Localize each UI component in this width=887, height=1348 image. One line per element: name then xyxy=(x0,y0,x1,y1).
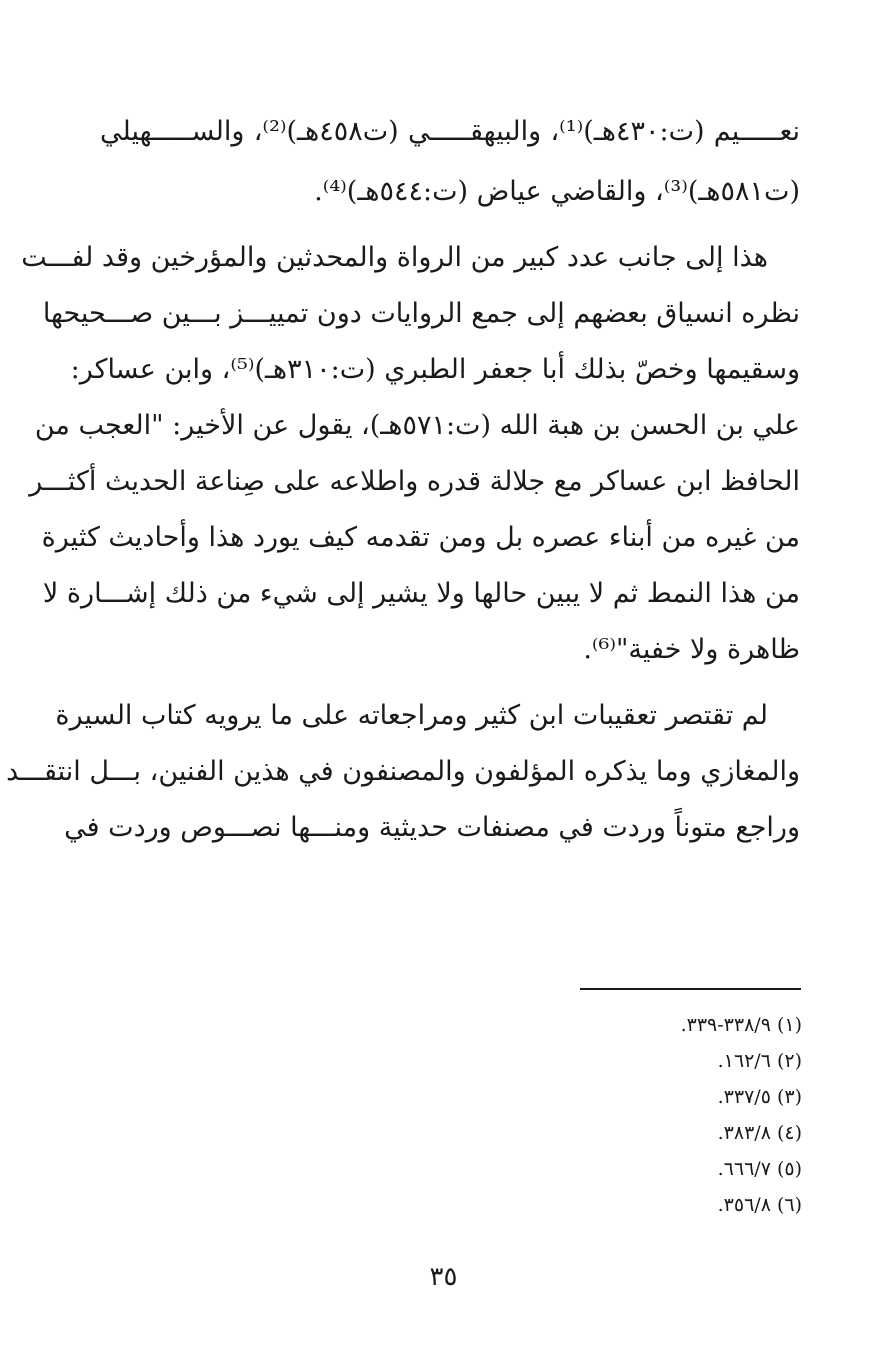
text-line-10: ظاهرة ولا خفية"⁽⁶⁾. xyxy=(583,634,800,665)
text-line-12: والمغازي وما يذكره المؤلفون والمصنفون في هذين الفنين، بـــل انتقـــد xyxy=(6,756,800,787)
text-line-8: من غيره من أبناء عصره بل ومن تقدمه كيف يورد هذا وأحاديث كثيرة xyxy=(41,522,800,553)
text-line-6: علي بن الحسن بن هبة الله (ت:٥٧١هـ)، يقول عن الأخير: "العجب من xyxy=(34,410,800,441)
footnote-separator xyxy=(580,988,801,990)
text-line-5: وسقيمها وخصّ بذلك أبا جعفر الطبري (ت:٣١٠هـ)⁽⁵⁾، وابن عساكر: xyxy=(70,354,800,385)
footnote-4: (٤) ٣٨٣/٨. xyxy=(717,1122,802,1144)
footnote-1: (١) ٣٣٨/٩-٣٣٩. xyxy=(680,1014,802,1036)
footnote-2: (٢) ١٦٢/٦. xyxy=(717,1050,802,1072)
footnote-5: (٥) ٦٦٦/٧. xyxy=(717,1158,802,1180)
text-line-9: من هذا النمط ثم لا يبين حالها ولا يشير إلى شيء من ذلك إشـــارة لا xyxy=(42,578,800,609)
page-number: ٣٥ xyxy=(429,1262,458,1292)
text-line-3: هذا إلى جانب عدد كبير من الرواة والمحدثين والمؤرخين وقد لفـــت xyxy=(21,242,768,273)
text-line-1: نعـــــيم (ت:٤٣٠هـ)⁽¹⁾، والبيهقـــــي (ت٤٥٨هـ)⁽²⁾، والســـــهيلي xyxy=(100,116,800,147)
text-line-2: (ت٥٨١هـ)⁽³⁾، والقاضي عياض (ت:٥٤٤هـ)⁽⁴⁾. xyxy=(314,176,800,207)
text-line-7: الحافظ ابن عساكر مع جلالة قدره واطلاعه على صِناعة الحديث أكثـــر xyxy=(29,466,800,497)
text-line-11: لم تقتصر تعقيبات ابن كثير ومراجعاته على ما يرويه كتاب السيرة xyxy=(55,700,768,731)
footnote-3: (٣) ٣٣٧/٥. xyxy=(717,1086,802,1108)
text-line-13: وراجع متوناً وردت في مصنفات حديثية ومنـــها نصـــوص وردت في xyxy=(64,812,800,843)
text-line-4: نظره انسياق بعضهم إلى جمع الروايات دون تمييـــز بـــين صـــحيحها xyxy=(42,298,800,329)
footnote-6: (٦) ٣٥٦/٨. xyxy=(717,1194,802,1216)
